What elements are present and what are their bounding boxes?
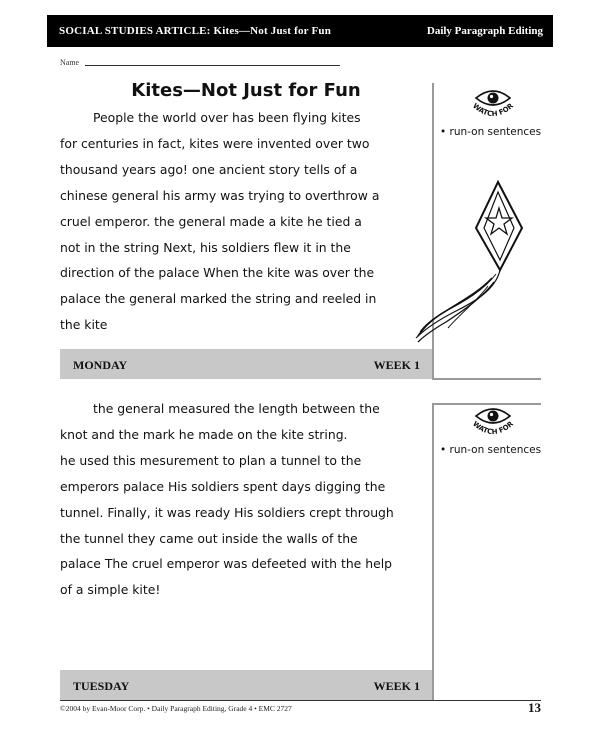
tuesday-line: the tunnel they came out inside the walls of the	[60, 530, 358, 546]
tuesday-bar	[60, 670, 432, 700]
tuesday-line: palace The cruel emperor was defeeted with the help	[60, 556, 393, 572]
tuesday-line: emperors palace His soldiers spent days digging the	[60, 478, 386, 494]
page-header	[47, 15, 553, 47]
monday-line: for centuries in fact, kites were invented over two	[60, 135, 370, 151]
monday-line: People the world over has been flying kites	[93, 110, 361, 125]
tuesday-paragraph	[60, 396, 432, 603]
monday-week-label: WEEK 1	[373, 358, 420, 372]
name-label: Name	[60, 58, 80, 67]
tuesday-line: tunnel. Finally, it was ready His soldiers crept through	[60, 504, 394, 520]
tuesday-line: knot and the mark he made on the kite string.	[60, 426, 348, 442]
svg-text:WATCH FOR	[471, 419, 515, 436]
kite-illustration	[408, 178, 538, 348]
tuesday-label: TUESDAY	[73, 679, 130, 693]
footer-copyright: ©2004 by Evan-Moor Corp. • Daily Paragraph Editing, Grade 4 • EMC 2727	[60, 704, 292, 713]
monday-paragraph	[60, 105, 432, 338]
article-title: Kites—Not Just for Fun	[131, 80, 361, 101]
monday-line: palace the general marked the string and reeled in	[60, 291, 377, 307]
watch-for-label: WATCH FOR	[471, 101, 515, 119]
tuesday-week-label: WEEK 1	[373, 679, 420, 693]
page-number: 13	[528, 700, 541, 715]
monday-bar	[60, 349, 432, 379]
tuesday-line: the general measured the length between the	[93, 401, 380, 416]
tuesday-sidebar-divider	[432, 404, 434, 700]
footer-rule	[60, 700, 541, 701]
monday-line: the kite	[60, 317, 108, 333]
watch-for-eye-icon	[468, 86, 518, 126]
monday-line: direction of the palace When the kite was over the	[60, 265, 375, 281]
header-article-title: SOCIAL STUDIES ARTICLE: Kites—Not Just for Fun	[59, 25, 332, 37]
monday-label: MONDAY	[73, 358, 128, 372]
monday-line: not in the string Next, his soldiers flew it in the	[60, 239, 351, 255]
name-field[interactable]	[85, 65, 340, 66]
watch-item-run-on: • run-on sentences	[440, 444, 542, 456]
monday-line: cruel emperor. the general made a kite he tied a	[60, 213, 362, 229]
header-book-title: Daily Paragraph Editing	[426, 25, 543, 37]
svg-text:WATCH FOR	[471, 101, 515, 118]
tuesday-line: he used this mesurement to plan a tunnel to the	[60, 452, 362, 468]
monday-line: thousand years ago! one ancient story tells of a	[60, 161, 358, 177]
tuesday-line: of a simple kite!	[60, 582, 161, 598]
watch-for-label: WATCH FOR	[471, 419, 515, 437]
monday-line: chinese general his army was trying to overthrow a	[60, 187, 380, 203]
monday-sidebar-bottom-rule	[432, 378, 541, 380]
watch-for-eye-icon	[468, 404, 518, 444]
watch-item-run-on: • run-on sentences	[440, 126, 542, 138]
